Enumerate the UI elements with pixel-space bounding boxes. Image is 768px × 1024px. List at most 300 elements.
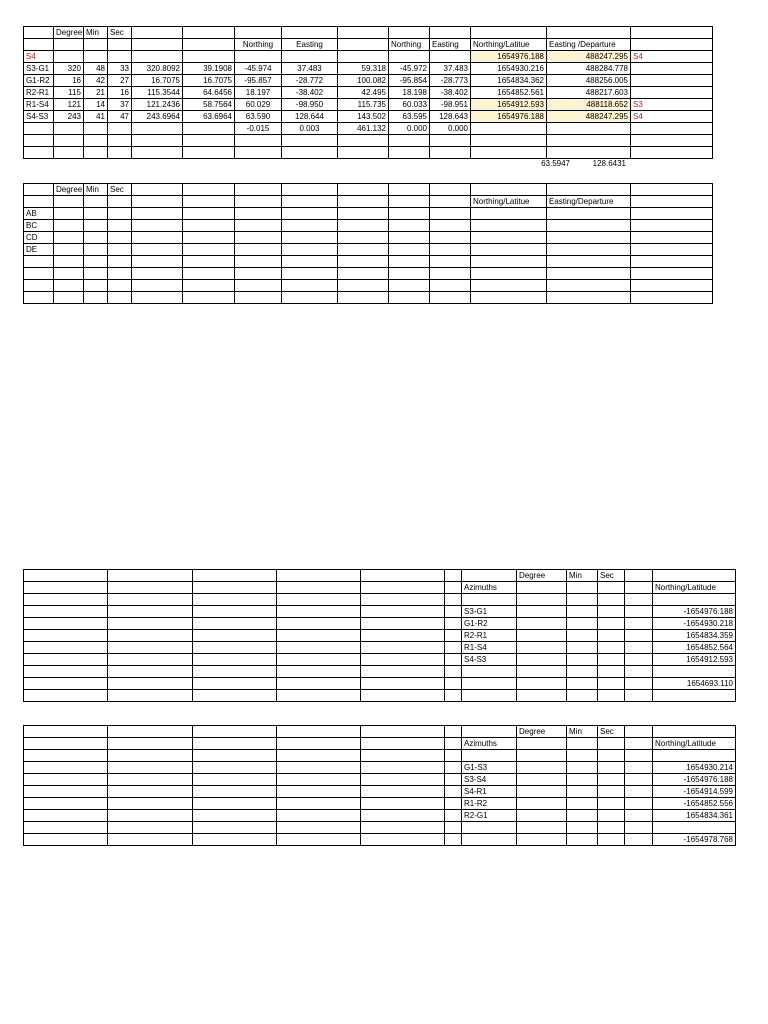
empty-cell [193, 654, 277, 666]
empty-cell [471, 147, 547, 159]
data-cell: 33 [108, 63, 132, 75]
empty-cell [462, 690, 517, 702]
empty-cell [277, 654, 361, 666]
header-cell [277, 726, 361, 738]
empty-cell [567, 834, 598, 846]
table-row [24, 786, 736, 798]
data-cell [183, 123, 235, 135]
empty-cell [282, 232, 338, 244]
data-cell: 16.7075 [132, 75, 183, 87]
empty-cell [24, 147, 54, 159]
header-cell [132, 27, 183, 39]
empty-cell [24, 654, 108, 666]
data-cell: 1654976.188 [471, 111, 547, 123]
header-cell [24, 196, 54, 208]
header-cell [389, 27, 430, 39]
data-cell: 42 [84, 75, 108, 87]
empty-cell [361, 594, 445, 606]
empty-cell [361, 642, 445, 654]
empty-cell [282, 280, 338, 292]
empty-cell [132, 147, 183, 159]
data-cell: -98.950 [282, 99, 338, 111]
empty-cell [598, 594, 625, 606]
empty-cell [598, 834, 625, 846]
empty-cell [567, 810, 598, 822]
empty-cell [547, 147, 631, 159]
data-cell: 37 [108, 99, 132, 111]
header-cell [430, 196, 471, 208]
data-cell [108, 51, 132, 63]
empty-cell [338, 280, 389, 292]
empty-cell [193, 810, 277, 822]
data-cell: 1654834.362 [471, 75, 547, 87]
empty-cell [361, 690, 445, 702]
empty-cell [108, 594, 193, 606]
empty-cell [445, 594, 462, 606]
empty-row [24, 666, 736, 678]
empty-cell [653, 690, 736, 702]
empty-cell [361, 786, 445, 798]
data-cell: 0.000 [389, 123, 430, 135]
empty-cell [517, 834, 567, 846]
empty-cell [277, 786, 361, 798]
empty-cell [445, 618, 462, 630]
empty-cell [183, 232, 235, 244]
empty-cell [193, 822, 277, 834]
data-cell: 64.6456 [183, 87, 235, 99]
empty-cell [108, 822, 193, 834]
empty-cell [462, 750, 517, 762]
header-cell [631, 27, 713, 39]
empty-cell [108, 630, 193, 642]
line-label: G1-R2 [462, 618, 517, 630]
empty-cell [389, 280, 430, 292]
header-cell [462, 726, 517, 738]
empty-cell [193, 798, 277, 810]
empty-cell [277, 678, 361, 690]
header-cell [277, 582, 361, 594]
header-cell [235, 27, 282, 39]
line-label: AB [24, 208, 54, 220]
empty-cell [567, 750, 598, 762]
empty-cell [183, 135, 235, 147]
empty-cell [517, 654, 567, 666]
empty-cell [567, 690, 598, 702]
header-cell [132, 196, 183, 208]
header-cell [108, 570, 193, 582]
data-cell [108, 123, 132, 135]
line-label: CD [24, 232, 54, 244]
empty-cell [389, 208, 430, 220]
empty-cell [108, 606, 193, 618]
total-row [24, 834, 736, 846]
empty-cell [132, 208, 183, 220]
empty-cell [193, 666, 277, 678]
table-row [24, 268, 713, 280]
empty-cell [430, 232, 471, 244]
empty-cell [193, 834, 277, 846]
empty-cell [277, 666, 361, 678]
header-cell [183, 196, 235, 208]
easting-check-value: 128.6431 [592, 159, 626, 168]
header-cell [567, 738, 598, 750]
header-cell [631, 184, 713, 196]
header-cell [361, 738, 445, 750]
empty-cell [193, 594, 277, 606]
empty-cell [517, 594, 567, 606]
header-cell [631, 39, 713, 51]
line-label: S3-S4 [462, 774, 517, 786]
empty-cell [24, 786, 108, 798]
empty-cell [54, 232, 84, 244]
empty-cell [361, 654, 445, 666]
header-cell: Degree [54, 184, 84, 196]
empty-cell [108, 618, 193, 630]
header-cell [193, 726, 277, 738]
empty-cell [625, 642, 653, 654]
empty-cell [235, 268, 282, 280]
empty-cell [567, 774, 598, 786]
empty-cell [108, 654, 193, 666]
header-cell [338, 196, 389, 208]
line-coordinate-table [23, 183, 713, 304]
empty-cell [277, 810, 361, 822]
empty-cell [625, 762, 653, 774]
header-cell [132, 39, 183, 51]
data-cell: 0.000 [430, 123, 471, 135]
header-cell [471, 27, 547, 39]
empty-cell [430, 208, 471, 220]
empty-cell [183, 280, 235, 292]
empty-cell [54, 292, 84, 304]
empty-cell [389, 268, 430, 280]
header-cell [445, 570, 462, 582]
northing-check-value: 63.5947 [541, 159, 570, 168]
empty-cell [430, 135, 471, 147]
data-cell: 243 [54, 111, 84, 123]
empty-cell [445, 642, 462, 654]
empty-cell [471, 280, 547, 292]
header-cell: Azimuths [462, 738, 517, 750]
data-cell: 100.082 [338, 75, 389, 87]
empty-cell [108, 220, 132, 232]
empty-cell [445, 690, 462, 702]
empty-cell [282, 268, 338, 280]
empty-cell [598, 798, 625, 810]
header-cell [445, 726, 462, 738]
data-cell: 18.197 [235, 87, 282, 99]
table-row [24, 292, 713, 304]
data-cell [389, 51, 430, 63]
empty-cell [338, 268, 389, 280]
table-row [24, 654, 736, 666]
data-cell: -45.974 [235, 63, 282, 75]
empty-row [24, 594, 736, 606]
empty-cell [193, 774, 277, 786]
empty-cell [54, 147, 84, 159]
empty-cell [24, 678, 108, 690]
table-row [24, 774, 736, 786]
empty-cell [361, 762, 445, 774]
table-row [24, 762, 736, 774]
data-cell: -28.772 [282, 75, 338, 87]
empty-cell [235, 208, 282, 220]
empty-cell [108, 750, 193, 762]
empty-cell [567, 762, 598, 774]
empty-cell [631, 208, 713, 220]
header-cell [24, 726, 108, 738]
empty-cell [132, 292, 183, 304]
header-row [24, 196, 713, 208]
empty-cell [625, 630, 653, 642]
empty-cell [277, 798, 361, 810]
totals-row [24, 123, 713, 135]
header-cell: Easting [430, 39, 471, 51]
empty-cell [84, 147, 108, 159]
empty-cell [625, 678, 653, 690]
data-cell: -95.854 [389, 75, 430, 87]
header-cell: Easting [282, 39, 338, 51]
empty-cell [598, 822, 625, 834]
header-cell: Easting /Departure [547, 39, 631, 51]
empty-cell [361, 678, 445, 690]
northing-value: -1654976.188 [653, 774, 736, 786]
empty-cell [84, 256, 108, 268]
empty-cell [567, 654, 598, 666]
empty-cell [235, 244, 282, 256]
line-label [24, 280, 54, 292]
empty-cell [598, 762, 625, 774]
empty-cell [193, 750, 277, 762]
empty-cell [598, 666, 625, 678]
empty-cell [277, 630, 361, 642]
empty-cell [631, 292, 713, 304]
empty-cell [108, 268, 132, 280]
data-cell: 60.029 [235, 99, 282, 111]
empty-cell [338, 135, 389, 147]
empty-cell [193, 606, 277, 618]
empty-cell [108, 798, 193, 810]
data-cell [24, 123, 54, 135]
data-cell [471, 123, 547, 135]
empty-cell [430, 244, 471, 256]
line-label: S4-S3 [462, 654, 517, 666]
header-cell [361, 582, 445, 594]
empty-cell [54, 268, 84, 280]
header-cell: Min [84, 184, 108, 196]
empty-cell [517, 786, 567, 798]
empty-cell [471, 232, 547, 244]
empty-cell [389, 292, 430, 304]
data-cell: S3-G1 [24, 63, 54, 75]
table-row [24, 87, 713, 99]
empty-cell [108, 810, 193, 822]
line-label [24, 256, 54, 268]
empty-cell [547, 280, 631, 292]
empty-cell [108, 232, 132, 244]
empty-cell [598, 606, 625, 618]
data-cell [54, 123, 84, 135]
empty-cell [361, 750, 445, 762]
empty-cell [277, 642, 361, 654]
empty-cell [625, 654, 653, 666]
empty-cell [598, 690, 625, 702]
header-cell [338, 27, 389, 39]
empty-cell [54, 135, 84, 147]
header-cell [24, 39, 54, 51]
empty-row [24, 147, 713, 159]
empty-cell [567, 666, 598, 678]
empty-cell [653, 666, 736, 678]
empty-cell [445, 774, 462, 786]
data-cell: 461.132 [338, 123, 389, 135]
table-row [24, 111, 713, 123]
empty-cell [361, 606, 445, 618]
data-cell: 16.7075 [183, 75, 235, 87]
empty-cell [598, 618, 625, 630]
empty-cell [445, 654, 462, 666]
empty-cell [389, 232, 430, 244]
table-row [24, 220, 713, 232]
header-cell: Sec [108, 184, 132, 196]
header-cell [338, 39, 389, 51]
empty-cell [277, 594, 361, 606]
line-label: R2-R1 [462, 630, 517, 642]
empty-cell [445, 630, 462, 642]
empty-cell [277, 618, 361, 630]
header-cell [445, 738, 462, 750]
empty-cell [631, 244, 713, 256]
data-cell: -95.857 [235, 75, 282, 87]
empty-row [24, 750, 736, 762]
empty-cell [361, 822, 445, 834]
data-cell: 121 [54, 99, 84, 111]
header-cell: Northing [235, 39, 282, 51]
empty-cell [193, 630, 277, 642]
empty-cell [24, 798, 108, 810]
empty-cell [631, 220, 713, 232]
empty-cell [598, 630, 625, 642]
empty-cell [625, 750, 653, 762]
empty-cell [462, 678, 517, 690]
empty-cell [471, 244, 547, 256]
header-cell [598, 582, 625, 594]
azimuth-northing-table-1 [23, 569, 736, 702]
empty-cell [547, 292, 631, 304]
northing-value: -1654976.188 [653, 606, 736, 618]
empty-cell [547, 268, 631, 280]
empty-cell [567, 630, 598, 642]
empty-cell [108, 642, 193, 654]
header-cell [108, 582, 193, 594]
empty-cell [471, 135, 547, 147]
empty-cell [625, 606, 653, 618]
empty-cell [282, 220, 338, 232]
empty-cell [54, 208, 84, 220]
empty-cell [598, 678, 625, 690]
empty-cell [193, 762, 277, 774]
table-row [24, 208, 713, 220]
header-cell [517, 582, 567, 594]
empty-cell [277, 762, 361, 774]
northing-value: 1654912.593 [653, 654, 736, 666]
header-cell [183, 184, 235, 196]
empty-cell [282, 256, 338, 268]
empty-cell [567, 798, 598, 810]
data-cell: 63.590 [235, 111, 282, 123]
empty-cell [183, 208, 235, 220]
empty-cell [567, 642, 598, 654]
data-cell: 143.502 [338, 111, 389, 123]
empty-cell [24, 690, 108, 702]
empty-cell [361, 834, 445, 846]
empty-cell [108, 774, 193, 786]
header-cell [277, 738, 361, 750]
header-cell [108, 738, 193, 750]
table-row [24, 606, 736, 618]
total-value: 1654693.110 [653, 678, 736, 690]
empty-cell [193, 618, 277, 630]
empty-cell [235, 280, 282, 292]
data-cell: 63.595 [389, 111, 430, 123]
empty-cell [567, 678, 598, 690]
empty-cell [517, 630, 567, 642]
data-cell [132, 51, 183, 63]
data-cell: 1654976.188 [471, 51, 547, 63]
header-cell: Min [84, 27, 108, 39]
empty-cell [598, 642, 625, 654]
empty-cell [471, 292, 547, 304]
header-cell: Degree [517, 726, 567, 738]
data-cell [183, 51, 235, 63]
data-cell: 115 [54, 87, 84, 99]
header-row [24, 570, 736, 582]
empty-cell [277, 834, 361, 846]
empty-cell [445, 606, 462, 618]
empty-cell [84, 135, 108, 147]
empty-cell [54, 256, 84, 268]
empty-cell [183, 292, 235, 304]
empty-cell [631, 232, 713, 244]
data-cell: 488247.295 [547, 111, 631, 123]
header-cell [625, 570, 653, 582]
header-cell [625, 582, 653, 594]
empty-cell [631, 135, 713, 147]
empty-cell [462, 666, 517, 678]
empty-cell [598, 786, 625, 798]
header-cell [193, 570, 277, 582]
data-cell: 1654852.561 [471, 87, 547, 99]
empty-cell [54, 280, 84, 292]
empty-cell [547, 256, 631, 268]
header-cell [462, 570, 517, 582]
empty-cell [193, 678, 277, 690]
empty-cell [277, 690, 361, 702]
header-cell [361, 726, 445, 738]
empty-cell [445, 810, 462, 822]
empty-cell [108, 135, 132, 147]
empty-cell [430, 280, 471, 292]
header-cell [108, 726, 193, 738]
data-cell: 16 [54, 75, 84, 87]
empty-cell [108, 786, 193, 798]
header-cell [235, 196, 282, 208]
empty-cell [24, 630, 108, 642]
empty-cell [625, 822, 653, 834]
header-cell [567, 582, 598, 594]
header-cell [282, 196, 338, 208]
data-cell: G1-R2 [24, 75, 54, 87]
